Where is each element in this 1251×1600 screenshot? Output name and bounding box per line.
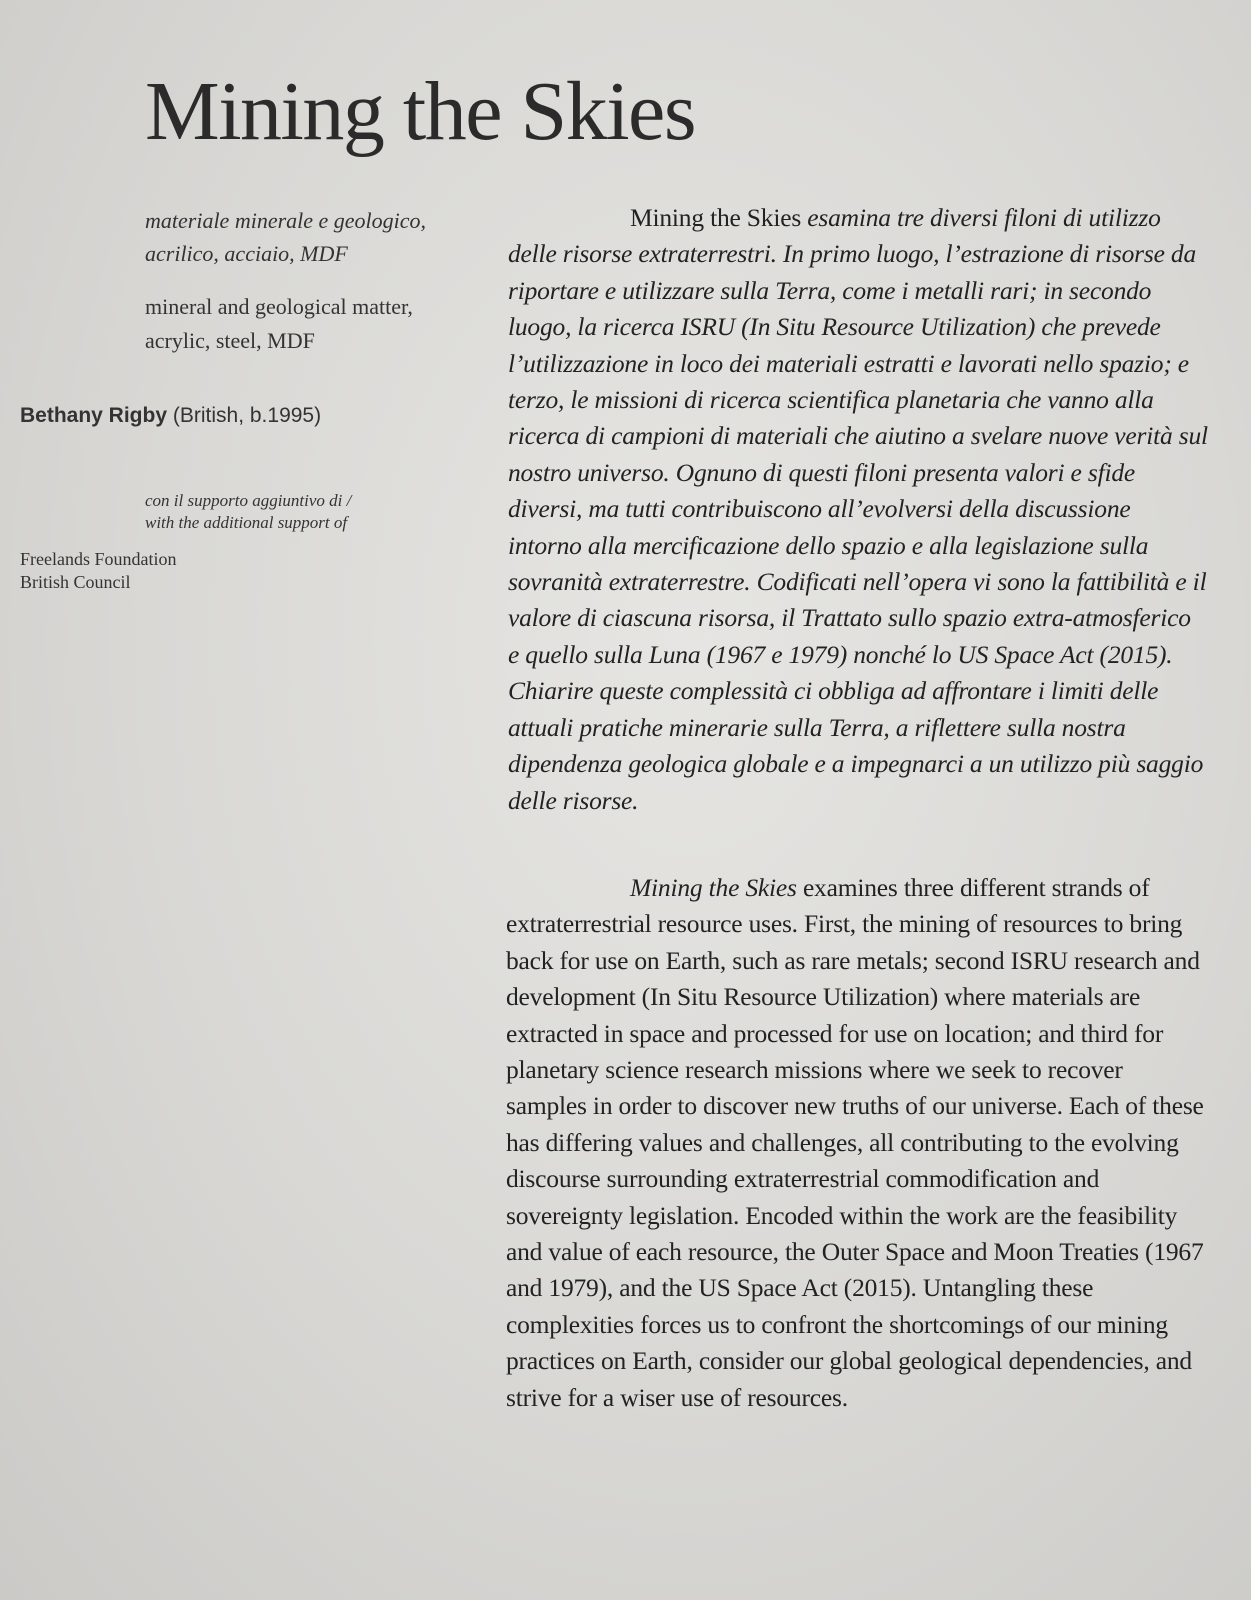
description-italian [508,200,1208,819]
page-title: Mining the Skies [145,65,696,158]
artist-name: Bethany Rigby [20,404,168,427]
support-label [145,490,465,534]
materials-english-line: acrylic, steel, MDF [145,328,315,353]
supporters-list [20,548,320,594]
description-english-text: examines three different strands of extraterrestrial resource uses. First, the mining of resources to bring back for use on Earth, such as rare metals; second ISRU research and development (In Situ Resource Utilization) where materials are extracted in space and processed for use on location; and third for planetary science research missions where we seek to recover samples in order to discover new truths of our universe. Each of these has differing values and challenges, all contributing to the evolving discourse surrounding extraterrestrial commodification and sovereignty legislation. Encoded within the work are the feasibility and value of each resource, the Outer Space and Moon Treaties (1967 and 1979), and the US Space Act (2015). Untangling these complexities forces us to confront the shortcomings of our mining practices on Earth, consider our global geological dependencies, and strive for a wiser use of resources. [506,873,1204,1412]
support-label-line: with the additional support of [145,513,348,532]
artist-details: (British, b.1995) [167,404,322,427]
materials-italian [145,204,465,270]
supporter-name: Freelands Foundation [20,549,177,569]
description-italian-text: esamina tre diversi filoni di utilizzo delle risorse extraterrestri. In primo luogo, l’estrazione di risorse da riportare e utilizzare sulla Terra, come i metalli rari; in secondo luogo, la ricerca ISRU (In Situ Resource Utilization) che prevede l’utilizzazione in loco dei materiali estratti e lavorati nello spazio; e terzo, le missioni di ricerca scientifica planetaria che vanno alla ricerca di campioni di materiali che aiutino a svelare nuove verità sul nostro universo. Ognuno di questi filoni presenta valori e sfide diversi, ma tutti contribuiscono all’evolversi della discussione intorno alla mercificazione dello spazio e alla legislazione sulla sovranità extraterrestre. Codificati nell’opera vi sono la fattibilità e il valore di ciascuna risorsa, il Trattato sullo spazio extra-atmosferico e quello sulla Luna (1967 e 1979) nonché lo US Space Act (2015). Chiarire queste complessità ci obbliga ad affrontare i limiti delle attuali pratiche minerarie sulla Terra, a riflettere sulla nostra dipendenza geologica globale e a impegnarci a un utilizzo più saggio delle risorse. [508,203,1208,815]
work-title-english: Mining the Skies [630,873,797,902]
materials-italian-line: acrilico, acciaio, MDF [145,241,348,266]
support-label-line: con il supporto aggiuntivo di / [145,491,352,510]
work-title-italian: Mining the Skies [630,203,802,232]
description-english [506,870,1206,1416]
supporter-name: British Council [20,572,131,592]
materials-english-line: mineral and geological matter, [145,294,413,319]
materials-italian-line: materiale minerale e geologico, [145,208,427,233]
artist-credit [20,404,321,428]
materials-english [145,290,465,358]
